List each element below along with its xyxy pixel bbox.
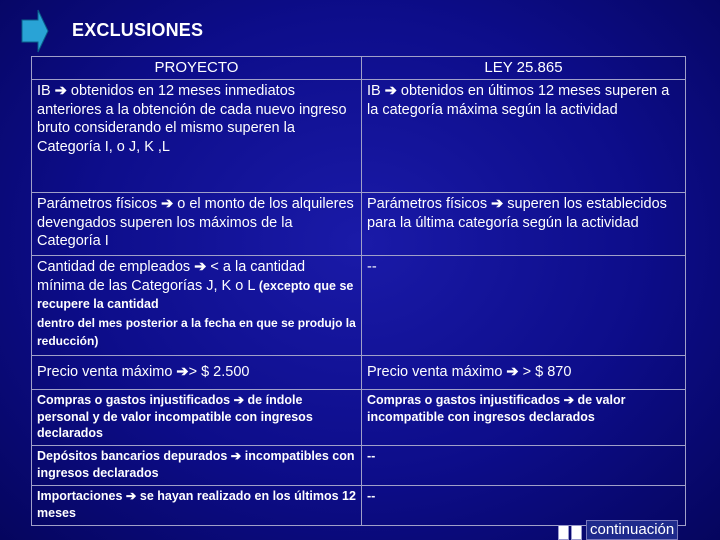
table-row (32, 446, 686, 486)
table-row (32, 80, 686, 193)
table-row (32, 390, 686, 446)
header-ley: LEY 25.865 (362, 57, 686, 80)
row5-proyecto: Compras o gastos injustificados ➔ de índole personal y de valor incompatible con ingresos declarados (32, 390, 362, 446)
arrow-icon: ➔ (384, 83, 397, 99)
arrow-icon: ➔ (54, 83, 67, 99)
arrow-right-icon (20, 8, 50, 54)
header-proyecto: PROYECTO (32, 57, 362, 80)
row6-proyecto: Depósitos bancarios depurados ➔ incompatibles con ingresos declarados (32, 446, 362, 486)
row3-proyecto: Cantidad de empleados ➔ < a la cantidad mínima de las Categorías J, K o L (excepto que se recupere la cantidad dentro del mes posterior a la fecha en que se produjo la reducción) (32, 256, 362, 356)
arrow-icon: ➔ (563, 393, 575, 407)
arrow-icon: ➔ (176, 363, 189, 380)
continue-button[interactable]: continuación (586, 520, 678, 540)
row4-proyecto: Precio venta máximo ➔> $ 2.500 (32, 356, 362, 390)
square-icon (571, 525, 582, 540)
row2-ley: Parámetros físicos ➔ superen los establecidos para la última categoría según la actividad (362, 193, 686, 256)
arrow-icon: ➔ (125, 489, 137, 503)
footer-nav (558, 519, 678, 540)
arrow-icon: ➔ (491, 196, 504, 212)
row6-ley: -- (362, 446, 686, 486)
table-row (32, 256, 686, 356)
table-row (32, 356, 686, 390)
row4-ley: Precio venta máximo ➔ > $ 870 (362, 356, 686, 390)
arrow-icon: ➔ (506, 363, 519, 380)
exclusions-table (31, 56, 686, 526)
row7-proyecto: Importaciones ➔ se hayan realizado en los últimos 12 meses (32, 486, 362, 526)
arrow-icon: ➔ (161, 196, 174, 212)
row1-proyecto: IB ➔ obtenidos en 12 meses inmediatos anteriores a la obtención de cada nuevo ingreso bruto considerando el mismo superen la Categoría I, o J, K ,L (32, 80, 362, 193)
arrow-icon: ➔ (233, 393, 245, 407)
row3-ley: -- (362, 256, 686, 356)
page-title: EXCLUSIONES (72, 20, 204, 40)
arrow-icon: ➔ (230, 449, 242, 463)
table-row (32, 193, 686, 256)
arrow-icon: ➔ (194, 259, 207, 275)
row7-ley: -- (362, 486, 686, 526)
row5-ley: Compras o gastos injustificados ➔ de valor incompatible con ingresos declarados (362, 390, 686, 446)
square-icon (558, 525, 569, 540)
table-header-row (32, 57, 686, 80)
row1-ley: IB ➔ obtenidos en últimos 12 meses superen a la categoría máxima según la actividad (362, 80, 686, 193)
row2-proyecto: Parámetros físicos ➔ o el monto de los alquileres devengados superen los máximos de la Categoría I (32, 193, 362, 256)
